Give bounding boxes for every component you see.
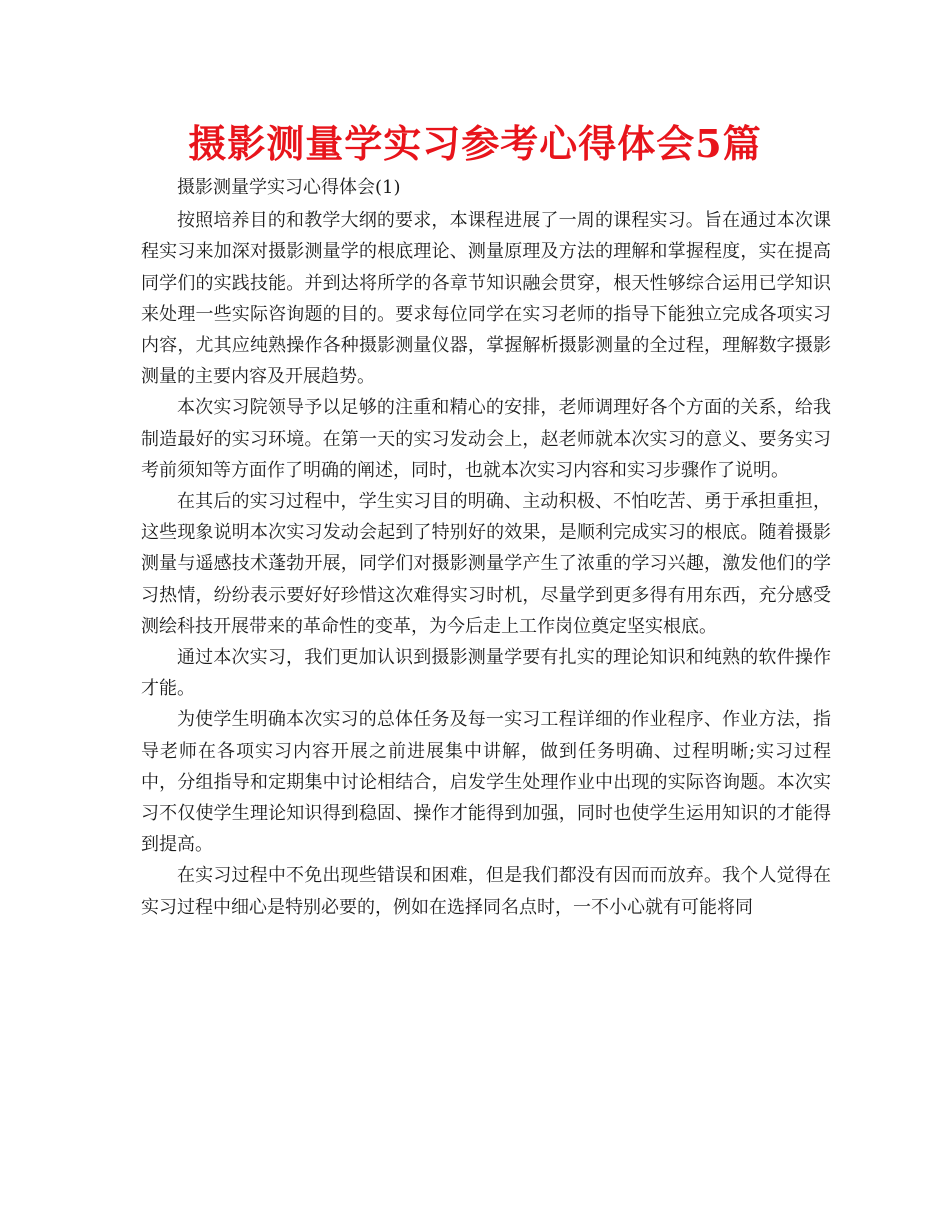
- paragraph-2: 本次实习院领导予以足够的注重和精心的安排，老师调理好各个方面的关系，给我制造最好的实习环境。在第一天的实习发动会上，赵老师就本次实习的意义、要务实习考前须知等方面作了明确的阐述，同时，也就本次实习内容和实习步骤作了说明。: [141, 397, 831, 481]
- paragraph-4: 通过本次实习，我们更加认识到摄影测量学要有扎实的理论知识和纯熟的软件操作才能。: [141, 647, 831, 700]
- paragraph-5: 为使学生明确本次实习的总体任务及每一实习工程详细的作业程序、作业方法，指导老师在各项实习内容开展之前进展集中讲解，做到任务明确、过程明晰;实习过程中，分组指导和定期集中讨论相结合，启发学生处理作业中出现的实际咨询题。本次实习不仅使学生理论知识得到稳固、操作才能得到加强，同时也使学生运用知识的才能得到提高。: [141, 709, 831, 856]
- paragraph-6: 在实习过程中不免出现些错误和困难，但是我们都没有因而而放弃。我个人觉得在实习过程中细心是特别必要的，例如在选择同名点时，一不小心就有可能将同: [141, 865, 831, 918]
- document-title: 摄影测量学实习参考心得体会5篇: [188, 121, 762, 166]
- paragraph-3: 在其后的实习过程中，学生实习目的明确、主动积极、不怕吃苦、勇于承担重担，这些现象说明本次实习发动会起到了特别好的效果，是顺利完成实习的根底。随着摄影测量与遥感技术蓬勃开展，同学们对摄影测量学产生了浓重的学习兴趣，激发他们的学习热情，纷纷表示要好好珍惜这次难得实习时机，尽量学到更多得有用东西，充分感受测绘科技开展带来的革命性的变革，为今后走上工作岗位奠定坚实根底。: [141, 491, 831, 637]
- paragraph-1: 按照培养目的和教学大纲的要求，本课程进展了一周的课程实习。旨在通过本次课程实习来加深对摄影测量学的根底理论、测量原理及方法的理解和掌握程度，实在提高同学们的实践技能。并到达将所学的各章节知识融会贯穿，根天性够综合运用已学知识来处理一些实际咨询题的目的。要求每位同学在实习老师的指导下能独立完成各项实习内容，尤其应纯熟操作各种摄影测量仪器，掌握解析摄影测量的全过程，理解数字摄影测量的主要内容及开展趋势。: [141, 210, 831, 388]
- section-heading: 摄影测量学实习心得体会(1): [177, 177, 401, 198]
- document-body: [141, 172, 831, 923]
